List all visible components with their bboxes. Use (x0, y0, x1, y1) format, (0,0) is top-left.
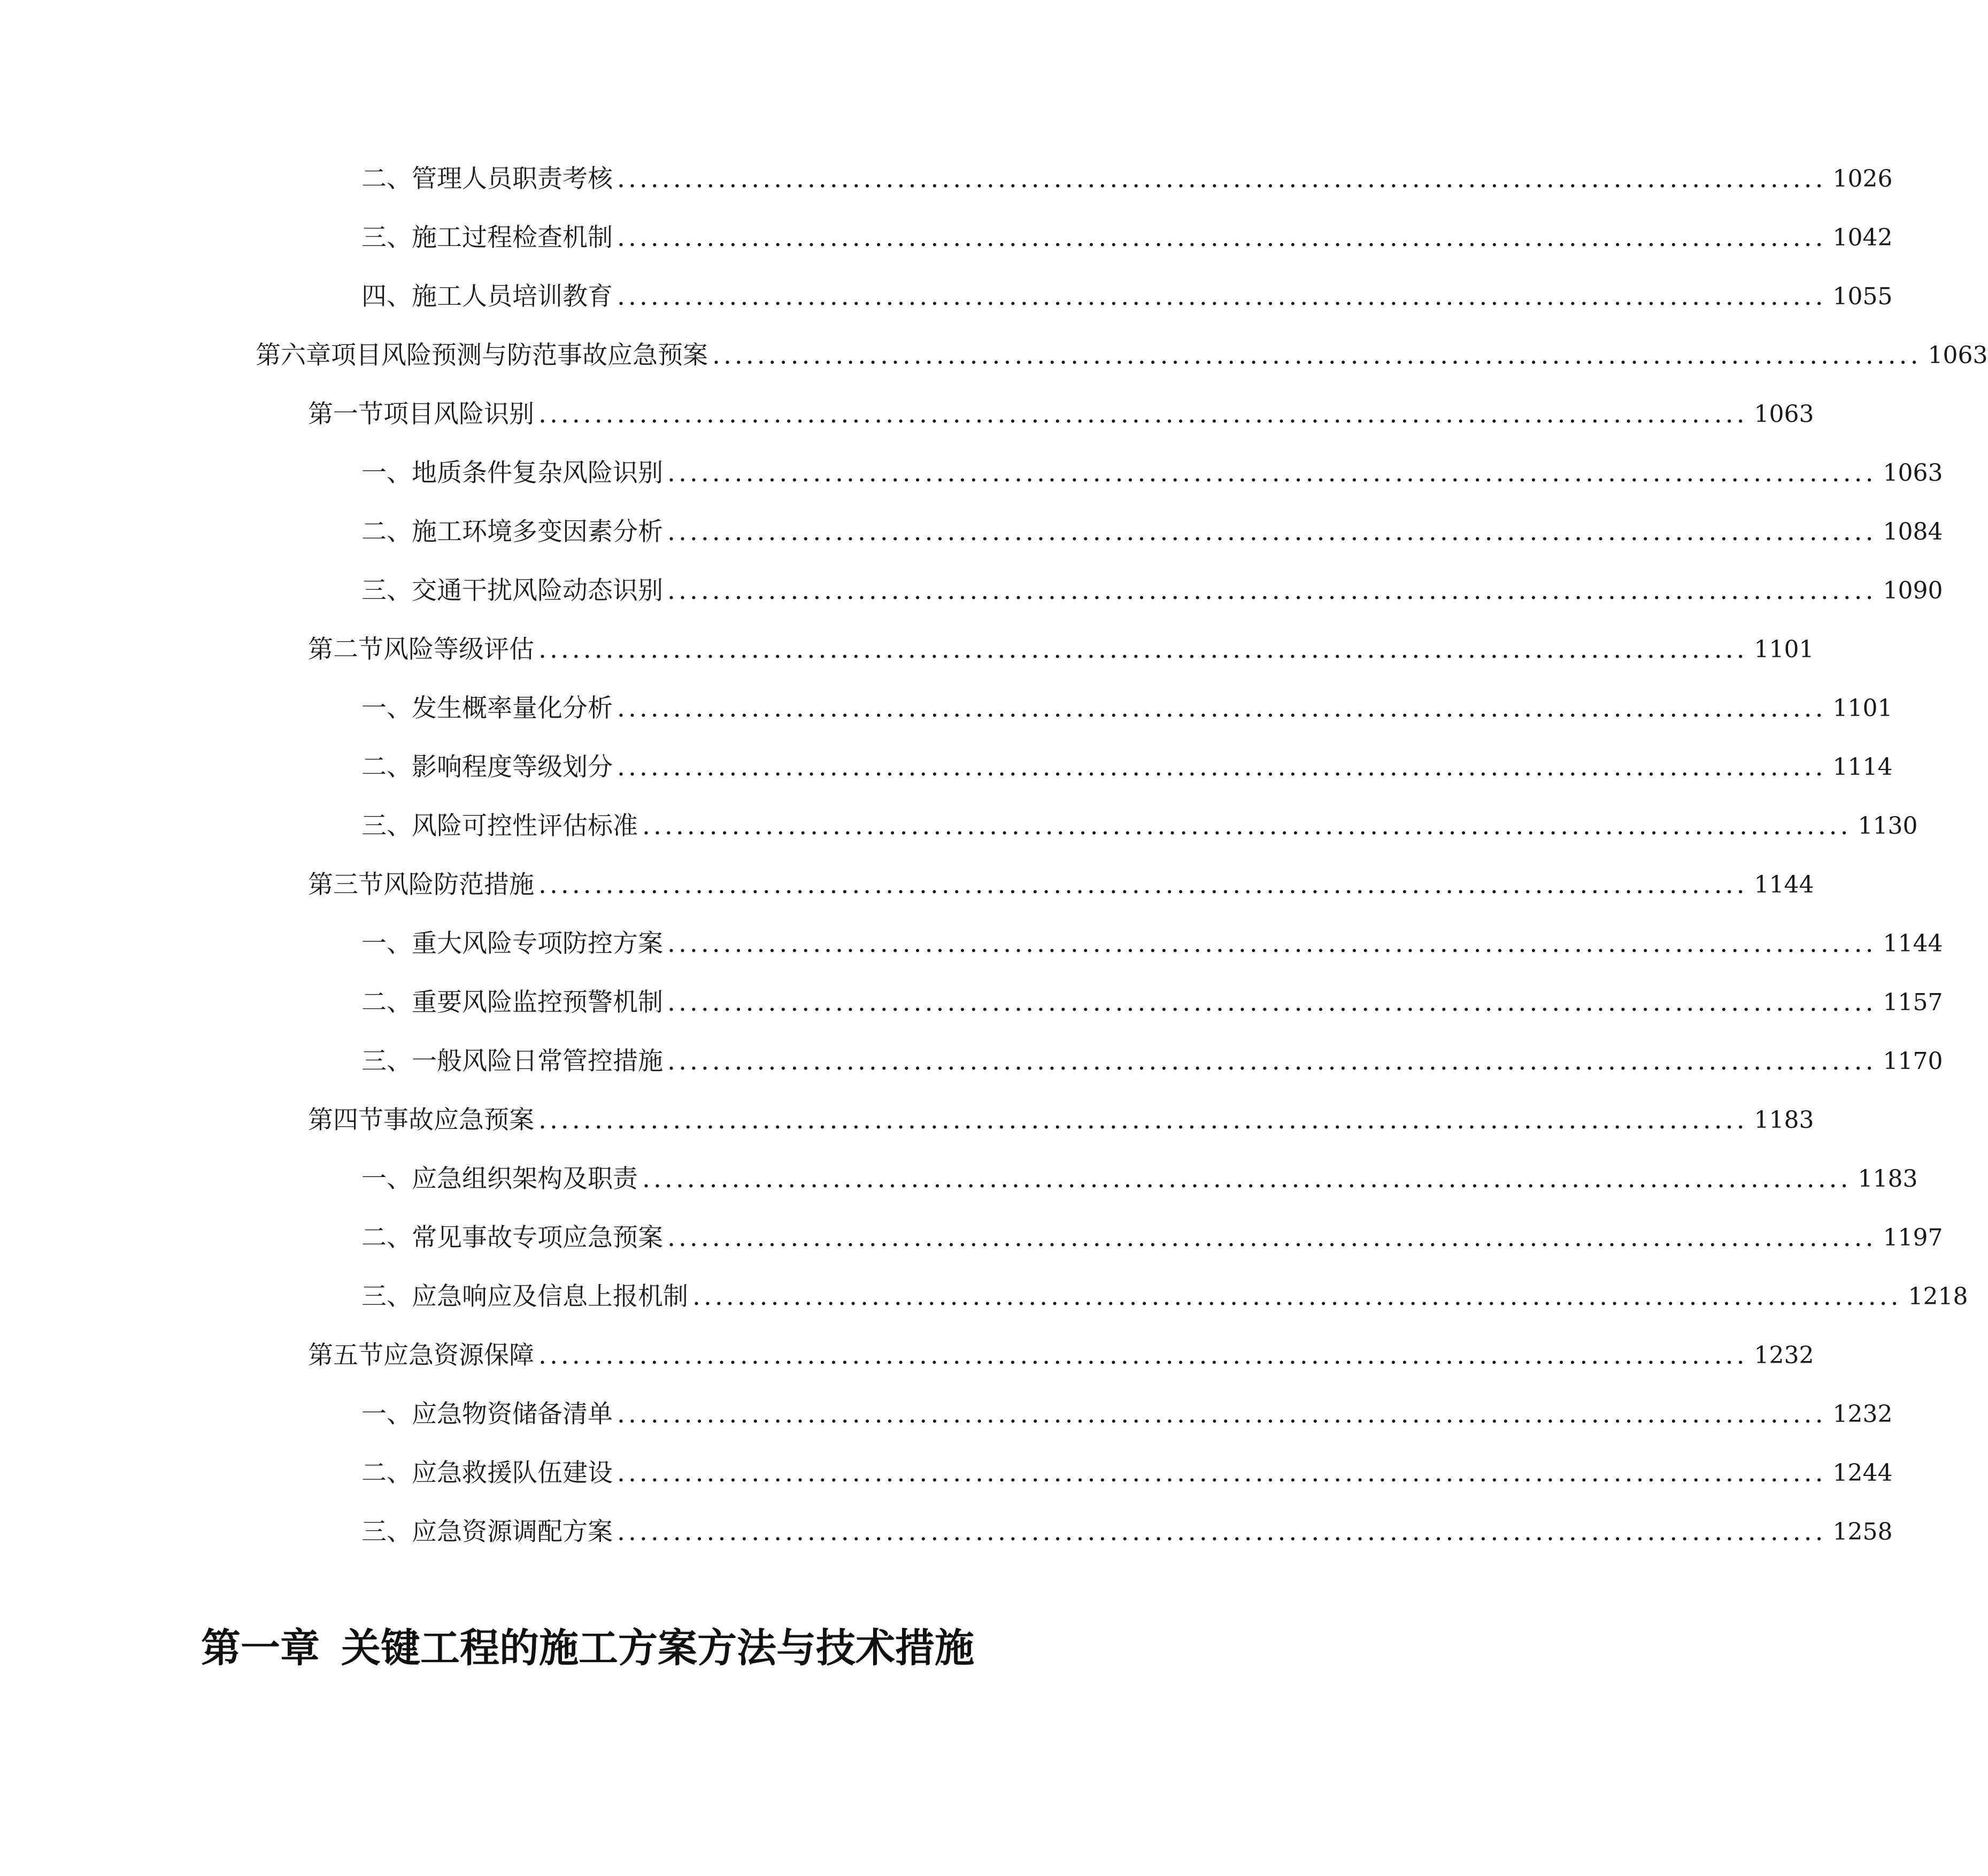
dot-leader: ............................................................................................................ (617, 1400, 1827, 1429)
toc-entry-page: 1026 (1832, 165, 1893, 193)
toc-entry-title: 地质条件复杂风险识别 (412, 458, 663, 488)
toc-entry-prefix: 一、 (361, 458, 412, 488)
toc-entry-page: 1084 (1883, 518, 1943, 545)
toc-entry[interactable] (361, 452, 1943, 495)
dot-leader: ............................................................................................................ (642, 1164, 1852, 1194)
toc-entry-title: 施工过程检查机制 (412, 223, 613, 252)
toc-entry-page: 1170 (1883, 1048, 1943, 1075)
dot-leader: ............................................................................................................ (538, 635, 1748, 664)
toc-entry[interactable] (361, 746, 1893, 789)
toc-entry-prefix: 一、 (361, 1164, 412, 1194)
toc-entry-prefix: 三、 (361, 576, 412, 605)
chapter-heading (201, 1621, 974, 1675)
toc-entry[interactable] (361, 1393, 1893, 1436)
toc-entry-prefix: 第五节 (308, 1341, 383, 1370)
toc-entry-page: 1144 (1883, 930, 1943, 957)
dot-leader: ............................................................................................................ (617, 752, 1827, 782)
toc-entry-page: 1232 (1832, 1401, 1893, 1428)
toc-entry-prefix: 四、 (361, 282, 412, 311)
toc-entry[interactable] (361, 805, 1918, 848)
toc-entry-page: 1183 (1858, 1165, 1918, 1193)
toc-entry[interactable] (361, 1452, 1893, 1495)
toc-entry-title: 施工环境多变因素分析 (412, 517, 663, 547)
toc-entry-prefix: 一、 (361, 1400, 412, 1429)
toc-entry[interactable] (361, 1040, 1943, 1083)
dot-leader: ............................................................................................................ (667, 458, 1877, 488)
toc-entry-title: 应急救援队伍建设 (412, 1458, 613, 1488)
dot-leader: ............................................................................................................ (667, 1047, 1877, 1076)
toc-entry[interactable] (361, 981, 1943, 1024)
toc-entry-page: 1144 (1754, 871, 1814, 898)
toc-entry-prefix: 三、 (361, 223, 412, 252)
dot-leader: ............................................................................................................ (667, 929, 1877, 958)
toc-entry-prefix: 第六章 (256, 341, 331, 370)
toc-entry-page: 1114 (1832, 754, 1893, 781)
toc-entry-page: 1042 (1832, 224, 1893, 251)
toc-entry-page: 1063 (1883, 459, 1943, 487)
toc-entry-title: 管理人员职责考核 (412, 164, 613, 194)
toc-entry[interactable] (361, 1217, 1943, 1259)
toc-entry-title: 应急资源调配方案 (412, 1517, 613, 1547)
dot-leader: ............................................................................................................ (667, 517, 1877, 547)
toc-entry-title: 风险等级评估 (383, 635, 534, 664)
toc-entry-prefix: 一、 (361, 694, 412, 723)
toc-entry-title: 事故应急预案 (383, 1105, 534, 1135)
toc-entry-section[interactable] (308, 864, 1814, 906)
dot-leader: ............................................................................................................ (538, 399, 1748, 429)
toc-entry-page: 1101 (1832, 695, 1893, 722)
toc-entry-chapter[interactable] (256, 334, 1988, 377)
dot-leader: ............................................................................................................ (667, 1223, 1877, 1252)
toc-entry-prefix: 二、 (361, 517, 412, 547)
toc-entry-prefix: 三、 (361, 1047, 412, 1076)
toc-entry-title: 应急组织架构及职责 (412, 1164, 638, 1194)
toc-entry-page: 1157 (1883, 989, 1943, 1016)
toc-entry-title: 重大风险专项防控方案 (412, 929, 663, 958)
toc-entry[interactable] (361, 217, 1893, 259)
toc-entry-page: 1232 (1754, 1342, 1814, 1369)
toc-entry-title: 应急响应及信息上报机制 (412, 1282, 688, 1311)
dot-leader: ............................................................................................................ (667, 576, 1877, 605)
toc-entry-page: 1090 (1883, 577, 1943, 604)
toc-entry-title: 施工人员培训教育 (412, 282, 613, 311)
toc-entry-page: 1101 (1754, 636, 1814, 663)
toc-entry[interactable] (361, 1275, 1968, 1318)
chapter-number: 第一章 (201, 1625, 320, 1671)
toc-entry[interactable] (361, 158, 1893, 201)
toc-entry-prefix: 三、 (361, 1282, 412, 1311)
toc-entry-prefix: 第一节 (308, 399, 383, 429)
dot-leader: ............................................................................................................ (617, 282, 1827, 311)
toc-entry-page: 1063 (1928, 342, 1988, 369)
toc-entry-title: 项目风险识别 (383, 399, 534, 429)
toc-entry-prefix: 第四节 (308, 1105, 383, 1135)
toc-entry-prefix: 二、 (361, 988, 412, 1017)
dot-leader: ............................................................................................................ (617, 164, 1827, 194)
toc-entry-section[interactable] (308, 628, 1814, 671)
toc-entry-page: 1130 (1858, 812, 1918, 840)
toc-entry-section[interactable] (308, 1099, 1814, 1142)
toc-entry[interactable] (361, 1511, 1893, 1554)
dot-leader: ............................................................................................................ (642, 811, 1852, 841)
dot-leader: ............................................................................................................ (617, 694, 1827, 723)
toc-entry-title: 风险防范措施 (383, 870, 534, 899)
toc-entry-page: 1258 (1832, 1518, 1893, 1546)
toc-entry-title: 影响程度等级划分 (412, 752, 613, 782)
toc-entry-title: 重要风险监控预警机制 (412, 988, 663, 1017)
toc-entry-title: 一般风险日常管控措施 (412, 1047, 663, 1076)
dot-leader: ............................................................................................................ (538, 1341, 1748, 1370)
dot-leader: ............................................................................................................ (617, 223, 1827, 252)
toc-entry-prefix: 第三节 (308, 870, 383, 899)
toc-entry-prefix: 二、 (361, 752, 412, 782)
toc-entry-title: 应急资源保障 (383, 1341, 534, 1370)
toc-entry-page: 1055 (1832, 283, 1893, 310)
toc-entry-prefix: 一、 (361, 929, 412, 958)
toc-entry-page: 1218 (1908, 1283, 1968, 1310)
dot-leader: ............................................................................................................ (667, 988, 1877, 1017)
dot-leader: ............................................................................................................ (617, 1517, 1827, 1547)
toc-entry-page: 1244 (1832, 1459, 1893, 1487)
toc-entry-section[interactable] (308, 1334, 1814, 1377)
toc-entry-prefix: 二、 (361, 1458, 412, 1488)
toc-entry-prefix: 二、 (361, 1223, 412, 1252)
toc-entry[interactable] (361, 922, 1943, 965)
toc-entry-prefix: 三、 (361, 811, 412, 841)
toc-entry[interactable] (361, 570, 1943, 612)
toc-entry-title: 发生概率量化分析 (412, 694, 613, 723)
dot-leader: ............................................................................................................ (712, 341, 1922, 370)
toc-entry-page: 1063 (1754, 401, 1814, 428)
toc-entry-prefix: 第二节 (308, 635, 383, 664)
toc-entry-prefix: 二、 (361, 164, 412, 194)
toc-entry-prefix: 三、 (361, 1517, 412, 1547)
toc-entry-page: 1197 (1883, 1224, 1943, 1251)
toc-entry-title: 项目风险预测与防范事故应急预案 (331, 341, 708, 370)
toc-entry[interactable] (361, 687, 1893, 730)
toc-entry-title: 交通干扰风险动态识别 (412, 576, 663, 605)
toc-entry-section[interactable] (308, 393, 1814, 436)
toc-entry[interactable] (361, 1158, 1918, 1201)
dot-leader: ............................................................................................................ (538, 870, 1748, 899)
toc-entry-title: 应急物资储备清单 (412, 1400, 613, 1429)
toc-entry-title: 常见事故专项应急预案 (412, 1223, 663, 1252)
toc-entry[interactable] (361, 511, 1943, 553)
dot-leader: ............................................................................................................ (538, 1105, 1748, 1135)
dot-leader: ............................................................................................................ (692, 1282, 1902, 1311)
toc-entry-page: 1183 (1754, 1106, 1814, 1134)
toc-entry[interactable] (361, 275, 1893, 318)
dot-leader: ............................................................................................................ (617, 1458, 1827, 1488)
chapter-title: 关键工程的施工方案方法与技术措施 (341, 1625, 974, 1671)
toc-entry-title: 风险可控性评估标准 (412, 811, 638, 841)
